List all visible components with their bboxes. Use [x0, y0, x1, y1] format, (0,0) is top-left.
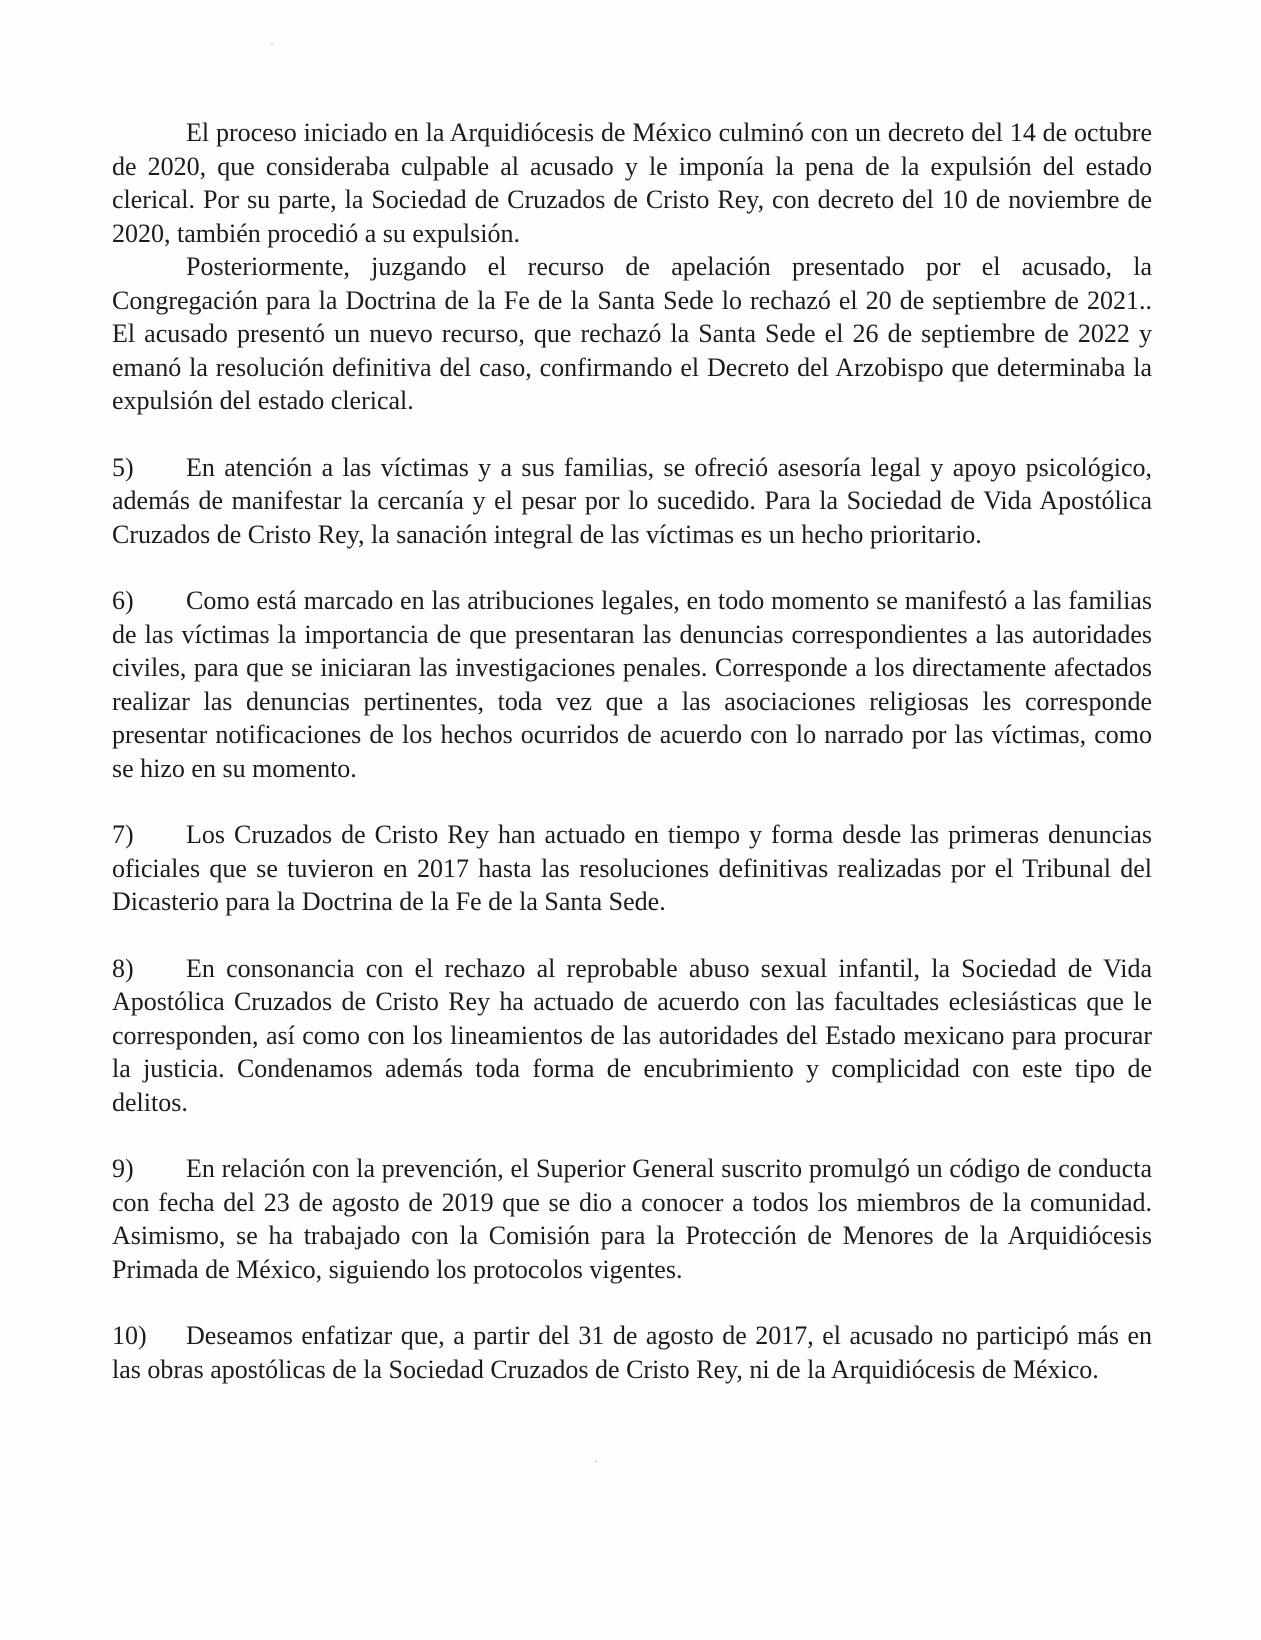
scan-speck: · — [270, 36, 274, 50]
item-number: 7) — [112, 820, 134, 849]
item-text: Los Cruzados de Cristo Rey han actuado en tiempo y forma desde las primeras denuncias oficiales que se tuvieron en 2017 hasta las resoluciones definitivas realizadas por el Tribunal del Dicasterio para la Doctrina de la Fe de la Santa Sede. — [112, 820, 1152, 916]
item-number: 8) — [112, 953, 134, 983]
numbered-item-7 — [112, 818, 1152, 919]
item-number: 5) — [112, 452, 134, 482]
numbered-item-10 — [112, 1319, 1152, 1386]
scan-speck: · — [594, 1454, 598, 1468]
item-text: Deseamos enfatizar que, a partir del 31 de agosto de 2017, el acusado no participó más en las obras apostólicas de la Sociedad Cruzados de Cristo Rey, ni de la Arquidiócesis de México. — [112, 1321, 1152, 1384]
item-text: En relación con la prevención, el Superior General suscrito promulgó un código de conducta con fecha del 23 de agosto de 2019 que se dio a conocer a todos los miembros de la comunidad. Asimismo, se ha trabajado con la Comisión para la Protección de Menores de la Arquidiócesis Primada de México, siguiendo los protocolos vigentes. — [112, 1154, 1152, 1284]
item-text: Como está marcado en las atribuciones legales, en todo momento se manifestó a las familias de las víctimas la importancia de que presentaran las denuncias correspondientes a las autoridades civiles, para que se iniciaran las investigaciones penales. Corresponde a los directamente afectados realizar las denuncias pertinentes, toda vez que a las asociaciones religiosas les corresponde presentar notificaciones de los hechos ocurridos de acuerdo con lo narrado por las víctimas, como se hizo en su momento. — [112, 586, 1152, 783]
numbered-item-5 — [112, 451, 1152, 552]
item-number: 9) — [112, 1154, 134, 1183]
intro-paragraph-1: El proceso iniciado en la Arquidiócesis de México culminó con un decreto del 14 de octubre de 2020, que consideraba culpable al acusado y le imponía la pena de la expulsión del estado clerical. Por su parte, la Sociedad de Cruzados de Cristo Rey, con decreto del 10 de noviembre de 2020, también procedió a su expulsión. — [112, 118, 1152, 248]
document-body — [112, 116, 1152, 1386]
item-text: En atención a las víctimas y a sus familias, se ofreció asesoría legal y apoyo psicológico, además de manifestar la cercanía y el pesar por lo sucedido. Para la Sociedad de Vida Apostólica Cruzados de Cristo Rey, la sanación integral de las víctimas es un hecho prioritario. — [112, 452, 1152, 549]
numbered-item-8 — [112, 952, 1152, 1120]
numbered-item-6 — [112, 584, 1152, 785]
item-number: 6) — [112, 586, 134, 615]
item-text: En consonancia con el rechazo al reprobable abuso sexual infantil, la Sociedad de Vida Apostólica Cruzados de Cristo Rey ha actuado de acuerdo con las facultades eclesiásticas que le corresponden, así como con los lineamientos de las autoridades del Estado mexicano para procurar la justicia. Condenamos además toda forma de encubrimiento y complicidad con este tipo de delitos. — [112, 953, 1152, 1117]
intro-paragraph-2: Posteriormente, juzgando el recurso de apelación presentado por el acusado, la Congregación para la Doctrina de la Fe de la Santa Sede lo rechazó el 20 de septiembre de 2021.. El acusado presentó un nuevo recurso, que rechazó la Santa Sede el 26 de septiembre de 2022 y emanó la resolución definitiva del caso, confirmando el Decreto del Arzobispo que determinaba la expulsión del estado clerical. — [112, 252, 1152, 415]
numbered-item-9 — [112, 1152, 1152, 1286]
item-number: 10) — [112, 1321, 147, 1350]
